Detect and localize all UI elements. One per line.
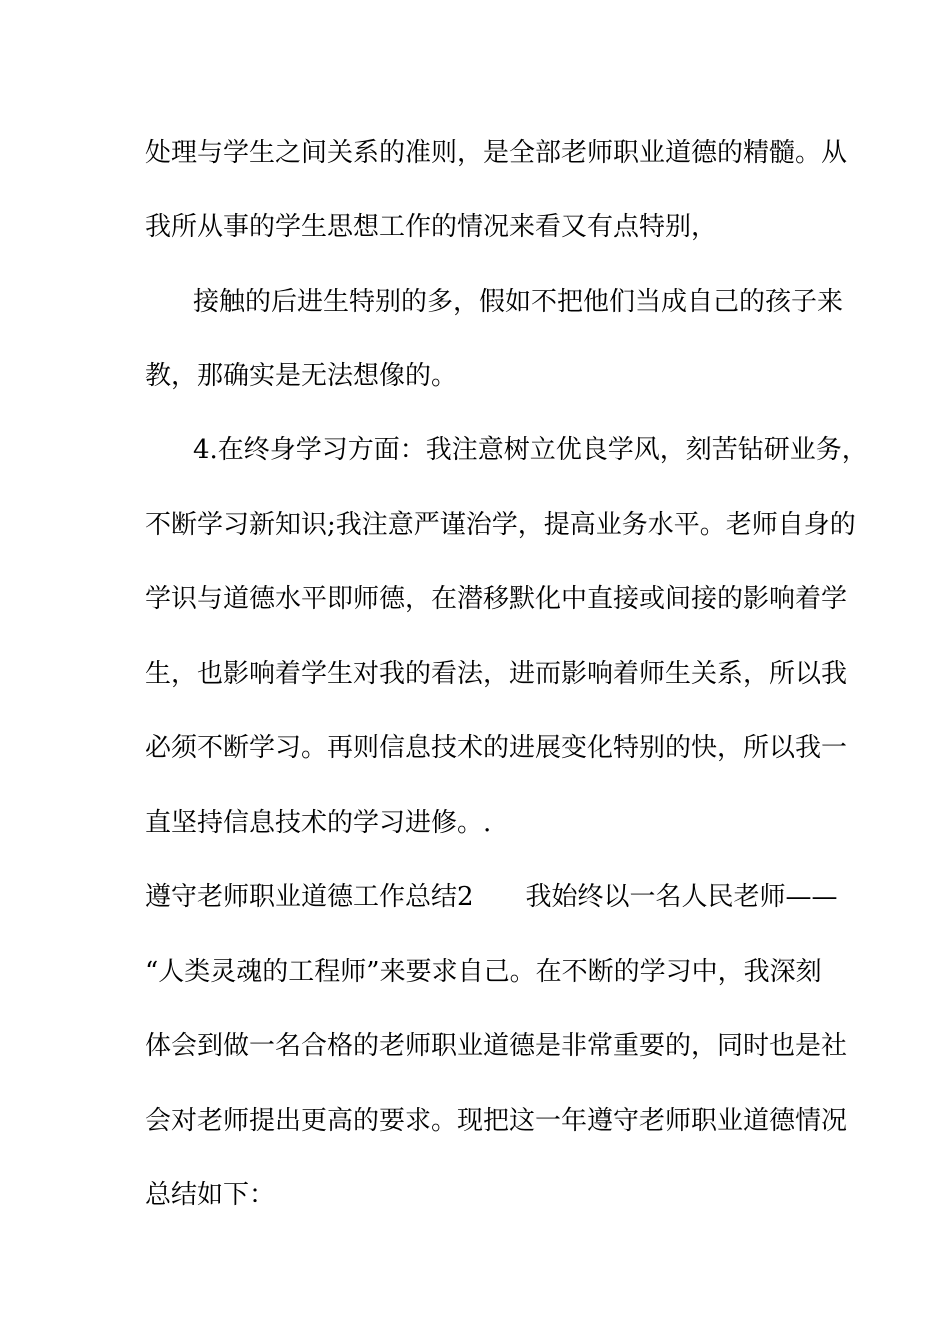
paragraph-line: 教，那确实是无法想像的。 — [145, 361, 458, 391]
paragraph-line: 体会到做一名合格的老师职业道德是非常重要的，同时也是社 — [145, 1031, 848, 1061]
paragraph-line: 不断学习新知识;我注意严谨治学，提高业务水平。老师自身的 — [145, 510, 856, 540]
paragraph-line: 学识与道德水平即师德，在潜移默化中直接或间接的影响着学 — [145, 584, 848, 614]
paragraph-line: 必须不断学习。再则信息技术的进展变化特别的快，所以我一 — [145, 733, 848, 763]
paragraph-line: “人类灵魂的工程师”来要求自己。在不断的学习中，我深刻 — [145, 957, 822, 987]
paragraph-line: 直坚持信息技术的学习进修。. — [145, 808, 492, 838]
paragraph-line: 会对老师提出更高的要求。现把这一年遵守老师职业道德情况 — [145, 1106, 848, 1136]
paragraph-line: 我所从事的学生思想工作的情况来看又有点特别， — [145, 212, 718, 242]
paragraph-line: 处理与学生之间关系的准则，是全部老师职业道德的精髓。从 — [145, 138, 848, 168]
paragraph-line: 4.在终身学习方面：我注意树立优良学风，刻苦钻研业务， — [193, 435, 868, 465]
paragraph-line: 接触的后进生特别的多，假如不把他们当成自己的孩子来 — [193, 287, 844, 317]
paragraph-line: 生，也影响着学生对我的看法，进而影响着师生关系，所以我 — [145, 659, 848, 689]
section-heading-line — [145, 880, 838, 914]
paragraph-line: 总结如下： — [145, 1180, 276, 1210]
section-first-line: 我始终以一名人民老师—— — [525, 882, 838, 912]
section-title: 遵守老师职业道德工作总结2 — [145, 882, 474, 912]
